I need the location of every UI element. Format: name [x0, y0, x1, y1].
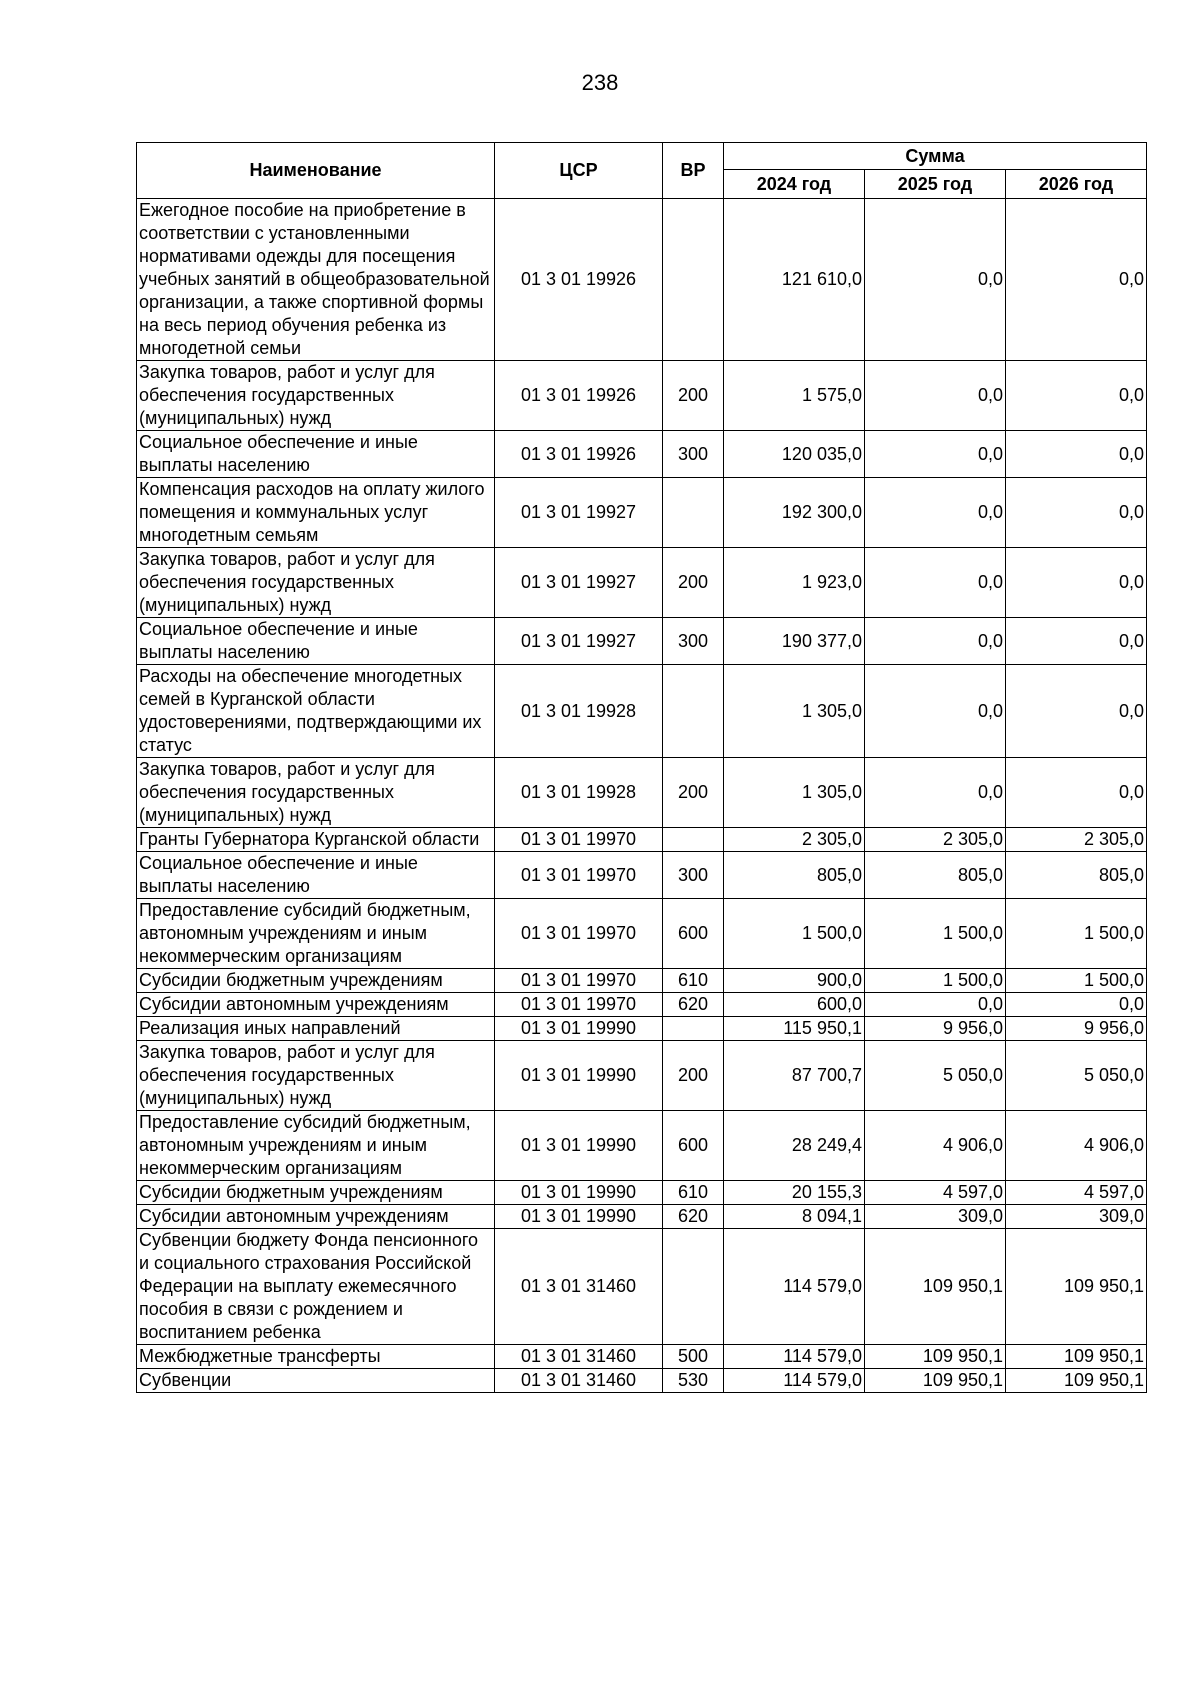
table-row — [137, 1181, 1147, 1205]
row-sum-2024: 2 305,0 — [724, 828, 865, 852]
row-sum-2024: 1 305,0 — [724, 665, 865, 758]
table-row — [137, 1345, 1147, 1369]
row-vr: 500 — [663, 1345, 724, 1369]
row-name: Гранты Губернатора Курганской области — [137, 828, 495, 852]
row-csr: 01 3 01 19990 — [495, 1111, 663, 1181]
row-sum-2024: 87 700,7 — [724, 1041, 865, 1111]
row-sum-2026: 0,0 — [1006, 431, 1147, 478]
row-vr: 300 — [663, 618, 724, 665]
row-sum-2025: 0,0 — [865, 361, 1006, 431]
row-sum-2025: 9 956,0 — [865, 1017, 1006, 1041]
row-sum-2025: 309,0 — [865, 1205, 1006, 1229]
row-sum-2024: 121 610,0 — [724, 199, 865, 361]
row-sum-2025: 4 906,0 — [865, 1111, 1006, 1181]
row-name: Субсидии автономным учреждениям — [137, 993, 495, 1017]
row-vr: 300 — [663, 852, 724, 899]
row-vr: 300 — [663, 431, 724, 478]
row-vr: 200 — [663, 758, 724, 828]
row-csr: 01 3 01 19970 — [495, 993, 663, 1017]
row-sum-2026: 805,0 — [1006, 852, 1147, 899]
row-name: Социальное обеспечение и иные выплаты населению — [137, 852, 495, 899]
row-sum-2026: 0,0 — [1006, 993, 1147, 1017]
row-sum-2026: 0,0 — [1006, 548, 1147, 618]
table-row — [137, 1229, 1147, 1345]
row-sum-2026: 1 500,0 — [1006, 899, 1147, 969]
table-row — [137, 1205, 1147, 1229]
header-year-2026: 2026 год — [1006, 170, 1147, 199]
row-vr: 200 — [663, 361, 724, 431]
table-body — [137, 199, 1147, 1393]
budget-table — [136, 142, 1147, 1393]
row-csr: 01 3 01 19926 — [495, 431, 663, 478]
row-name: Субсидии автономным учреждениям — [137, 1205, 495, 1229]
header-year-2024: 2024 год — [724, 170, 865, 199]
row-csr: 01 3 01 19927 — [495, 478, 663, 548]
row-name: Закупка товаров, работ и услуг для обеспечения государственных (муниципальных) нужд — [137, 548, 495, 618]
row-name: Социальное обеспечение и иные выплаты населению — [137, 431, 495, 478]
row-vr: 200 — [663, 548, 724, 618]
table-row — [137, 1111, 1147, 1181]
row-sum-2026: 0,0 — [1006, 478, 1147, 548]
table-row — [137, 852, 1147, 899]
row-name: Межбюджетные трансферты — [137, 1345, 495, 1369]
row-vr — [663, 828, 724, 852]
row-csr: 01 3 01 19928 — [495, 758, 663, 828]
row-vr: 200 — [663, 1041, 724, 1111]
row-sum-2026: 309,0 — [1006, 1205, 1147, 1229]
row-sum-2024: 900,0 — [724, 969, 865, 993]
row-sum-2024: 20 155,3 — [724, 1181, 865, 1205]
row-csr: 01 3 01 19990 — [495, 1041, 663, 1111]
row-sum-2025: 4 597,0 — [865, 1181, 1006, 1205]
table-row — [137, 665, 1147, 758]
row-sum-2024: 805,0 — [724, 852, 865, 899]
row-sum-2024: 1 305,0 — [724, 758, 865, 828]
row-sum-2026: 0,0 — [1006, 361, 1147, 431]
row-sum-2025: 1 500,0 — [865, 899, 1006, 969]
page-number: 238 — [581, 70, 619, 95]
row-csr: 01 3 01 19990 — [495, 1181, 663, 1205]
row-sum-2025: 1 500,0 — [865, 969, 1006, 993]
row-sum-2024: 114 579,0 — [724, 1229, 865, 1345]
row-sum-2025: 0,0 — [865, 618, 1006, 665]
row-sum-2025: 0,0 — [865, 758, 1006, 828]
row-sum-2024: 114 579,0 — [724, 1369, 865, 1393]
row-sum-2026: 109 950,1 — [1006, 1369, 1147, 1393]
row-csr: 01 3 01 31460 — [495, 1345, 663, 1369]
row-name: Субвенции бюджету Фонда пенсионного и социального страхования Российской Федерации на выплату ежемесячного пособия в связи с рождением и воспитанием ребенка — [137, 1229, 495, 1345]
table-row — [137, 618, 1147, 665]
header-sum: Сумма — [724, 143, 1147, 170]
row-vr: 620 — [663, 993, 724, 1017]
row-csr: 01 3 01 19970 — [495, 852, 663, 899]
row-csr: 01 3 01 19970 — [495, 969, 663, 993]
row-csr: 01 3 01 19970 — [495, 828, 663, 852]
table-row — [137, 548, 1147, 618]
row-sum-2025: 0,0 — [865, 478, 1006, 548]
row-sum-2024: 8 094,1 — [724, 1205, 865, 1229]
row-csr: 01 3 01 19990 — [495, 1205, 663, 1229]
row-sum-2024: 192 300,0 — [724, 478, 865, 548]
row-sum-2025: 109 950,1 — [865, 1345, 1006, 1369]
row-name: Ежегодное пособие на приобретение в соответствии с установленными нормативами одежды для посещения учебных занятий в общеобразовательной организации, а также спортивной формы на весь период обучения ребенка из многодетной семьи — [137, 199, 495, 361]
row-sum-2024: 114 579,0 — [724, 1345, 865, 1369]
row-csr: 01 3 01 31460 — [495, 1369, 663, 1393]
row-sum-2026: 0,0 — [1006, 618, 1147, 665]
row-sum-2025: 2 305,0 — [865, 828, 1006, 852]
row-csr: 01 3 01 19927 — [495, 618, 663, 665]
table-row — [137, 361, 1147, 431]
table-row — [137, 1369, 1147, 1393]
row-vr: 610 — [663, 1181, 724, 1205]
row-name: Субсидии бюджетным учреждениям — [137, 969, 495, 993]
row-sum-2026: 4 906,0 — [1006, 1111, 1147, 1181]
table-row — [137, 993, 1147, 1017]
row-csr: 01 3 01 19990 — [495, 1017, 663, 1041]
row-name: Расходы на обеспечение многодетных семей в Курганской области удостоверениями, подтверждающими их статус — [137, 665, 495, 758]
row-sum-2024: 1 575,0 — [724, 361, 865, 431]
row-vr — [663, 1229, 724, 1345]
table-row — [137, 969, 1147, 993]
row-sum-2025: 5 050,0 — [865, 1041, 1006, 1111]
row-vr — [663, 478, 724, 548]
header-name: Наименование — [137, 143, 495, 199]
row-sum-2026: 0,0 — [1006, 199, 1147, 361]
row-vr — [663, 1017, 724, 1041]
row-vr — [663, 199, 724, 361]
row-sum-2026: 9 956,0 — [1006, 1017, 1147, 1041]
header-vr: ВР — [663, 143, 724, 199]
table-row — [137, 758, 1147, 828]
table-row — [137, 1041, 1147, 1111]
row-vr: 620 — [663, 1205, 724, 1229]
row-sum-2025: 0,0 — [865, 993, 1006, 1017]
row-name: Социальное обеспечение и иные выплаты населению — [137, 618, 495, 665]
row-vr: 610 — [663, 969, 724, 993]
row-vr: 600 — [663, 899, 724, 969]
row-name: Предоставление субсидий бюджетным, автономным учреждениям и иным некоммерческим организациям — [137, 899, 495, 969]
row-sum-2026: 109 950,1 — [1006, 1345, 1147, 1369]
row-sum-2025: 0,0 — [865, 431, 1006, 478]
row-csr: 01 3 01 19928 — [495, 665, 663, 758]
row-sum-2026: 5 050,0 — [1006, 1041, 1147, 1111]
row-sum-2025: 0,0 — [865, 199, 1006, 361]
row-csr: 01 3 01 19970 — [495, 899, 663, 969]
table-row — [137, 431, 1147, 478]
row-sum-2025: 805,0 — [865, 852, 1006, 899]
row-csr: 01 3 01 19926 — [495, 199, 663, 361]
row-vr: 600 — [663, 1111, 724, 1181]
row-sum-2024: 1 500,0 — [724, 899, 865, 969]
row-name: Реализация иных направлений — [137, 1017, 495, 1041]
table-row — [137, 478, 1147, 548]
row-sum-2026: 0,0 — [1006, 758, 1147, 828]
row-csr: 01 3 01 31460 — [495, 1229, 663, 1345]
row-csr: 01 3 01 19927 — [495, 548, 663, 618]
table-row — [137, 1017, 1147, 1041]
row-sum-2026: 1 500,0 — [1006, 969, 1147, 993]
header-year-2025: 2025 год — [865, 170, 1006, 199]
table-row — [137, 828, 1147, 852]
row-sum-2024: 28 249,4 — [724, 1111, 865, 1181]
row-sum-2026: 109 950,1 — [1006, 1229, 1147, 1345]
row-name: Субсидии бюджетным учреждениям — [137, 1181, 495, 1205]
row-name: Предоставление субсидий бюджетным, автономным учреждениям и иным некоммерческим организациям — [137, 1111, 495, 1181]
row-name: Субвенции — [137, 1369, 495, 1393]
row-sum-2026: 4 597,0 — [1006, 1181, 1147, 1205]
row-sum-2026: 0,0 — [1006, 665, 1147, 758]
header-csr: ЦСР — [495, 143, 663, 199]
row-sum-2025: 0,0 — [865, 665, 1006, 758]
row-sum-2024: 600,0 — [724, 993, 865, 1017]
row-sum-2024: 120 035,0 — [724, 431, 865, 478]
row-name: Компенсация расходов на оплату жилого помещения и коммунальных услуг многодетным семьям — [137, 478, 495, 548]
table-header — [137, 143, 1147, 199]
table-row — [137, 899, 1147, 969]
row-vr — [663, 665, 724, 758]
row-sum-2025: 109 950,1 — [865, 1229, 1006, 1345]
table-row — [137, 199, 1147, 361]
row-csr: 01 3 01 19926 — [495, 361, 663, 431]
row-name: Закупка товаров, работ и услуг для обеспечения государственных (муниципальных) нужд — [137, 361, 495, 431]
row-name: Закупка товаров, работ и услуг для обеспечения государственных (муниципальных) нужд — [137, 758, 495, 828]
row-vr: 530 — [663, 1369, 724, 1393]
row-sum-2026: 2 305,0 — [1006, 828, 1147, 852]
row-sum-2024: 1 923,0 — [724, 548, 865, 618]
row-sum-2025: 0,0 — [865, 548, 1006, 618]
row-sum-2024: 190 377,0 — [724, 618, 865, 665]
row-sum-2025: 109 950,1 — [865, 1369, 1006, 1393]
row-name: Закупка товаров, работ и услуг для обеспечения государственных (муниципальных) нужд — [137, 1041, 495, 1111]
row-sum-2024: 115 950,1 — [724, 1017, 865, 1041]
